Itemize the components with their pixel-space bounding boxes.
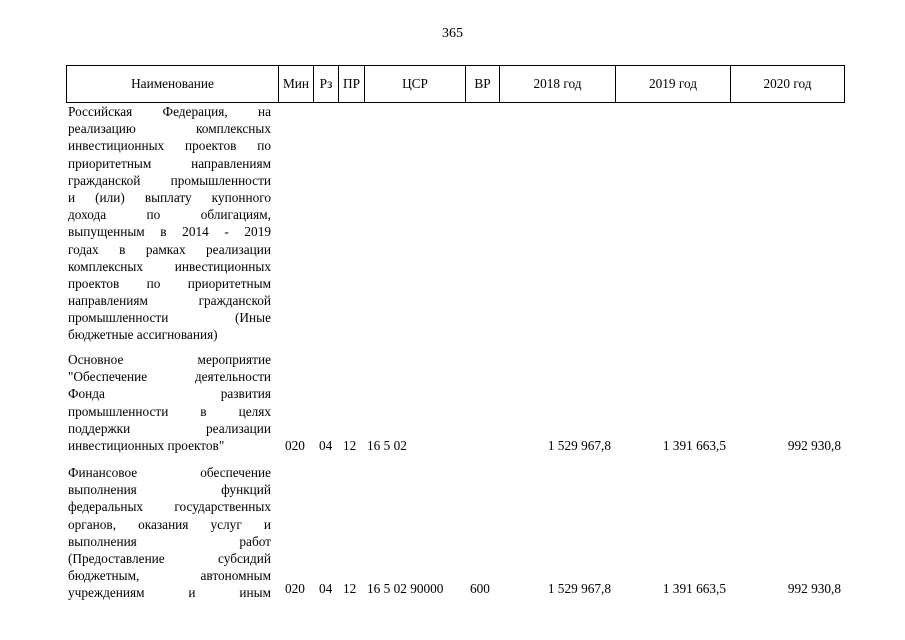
header-min: Мин [282, 76, 310, 91]
name-line: выпущенным в 2014 - 2019 [68, 224, 271, 240]
name-line: и (или) выплату купонного [68, 189, 271, 205]
header-rz: Рз [319, 76, 333, 91]
name-line: выполнения работ [68, 533, 271, 549]
cell-2020: 992 930,8 [787, 581, 841, 596]
cell-csr: 16 5 02 [367, 438, 407, 453]
cell-2018: 1 529 967,8 [547, 581, 611, 596]
page-number: 365 [442, 26, 463, 41]
header-name: Наименование [131, 76, 214, 91]
header-2018: 2018 год [533, 76, 582, 91]
row-name [68, 351, 271, 454]
header-csr: ЦСР [402, 76, 428, 91]
name-line: проектов по приоритетным [68, 275, 271, 291]
name-line: поддержки реализации [68, 420, 271, 436]
cell-2019: 1 391 663,5 [662, 438, 726, 453]
name-line: бюджетные ассигнования) [68, 327, 218, 343]
name-line: Фонда развития [68, 386, 271, 402]
name-line: "Обеспечение деятельности [68, 369, 271, 385]
name-line: выполнения функций [68, 482, 271, 498]
cell-min: 020 [285, 438, 305, 453]
name-line: гражданской промышленности [68, 172, 271, 188]
header-2020: 2020 год [763, 76, 812, 91]
cell-csr: 16 5 02 90000 [367, 581, 444, 596]
cell-pr: 12 [343, 438, 357, 453]
name-line: приоритетным направлениям [68, 155, 271, 171]
header-vr: ВР [474, 76, 491, 91]
row-name [68, 103, 271, 344]
name-line: Финансовое обеспечение [68, 465, 271, 480]
cell-2020: 992 930,8 [787, 438, 841, 453]
name-line: учреждениям и иным [68, 585, 271, 601]
cell-2019: 1 391 663,5 [662, 581, 726, 596]
cell-min: 020 [285, 581, 305, 596]
name-line: направлениям гражданской [68, 293, 271, 309]
cell-2018: 1 529 967,8 [547, 438, 611, 453]
name-line: бюджетным, автономным [68, 568, 271, 584]
cell-vr: 600 [470, 581, 490, 596]
table-header [66, 65, 845, 103]
name-line: промышленности (Иные [68, 310, 271, 326]
row-name [68, 464, 271, 602]
name-line: дохода по облигациям, [68, 207, 271, 223]
cell-rz: 04 [319, 581, 333, 596]
name-line: инвестиционных проектов" [68, 437, 225, 453]
name-line: Основное мероприятие [68, 352, 271, 367]
name-line: реализацию комплексных [68, 121, 271, 137]
cell-pr: 12 [343, 581, 357, 596]
name-line: органов, оказания услуг и [68, 516, 271, 532]
name-line: промышленности в целях [68, 403, 271, 419]
name-line: федеральных государственных [68, 499, 271, 515]
header-2019: 2019 год [648, 76, 698, 91]
name-line: годах в рамках реализации [68, 241, 271, 257]
name-line: инвестиционных проектов по [68, 138, 271, 154]
name-line: Российская Федерация, на [68, 104, 271, 119]
header-pr: ПР [343, 76, 360, 91]
cell-rz: 04 [319, 438, 333, 453]
name-line: (Предоставление субсидий [68, 550, 271, 566]
name-line: комплексных инвестиционных [68, 258, 271, 274]
